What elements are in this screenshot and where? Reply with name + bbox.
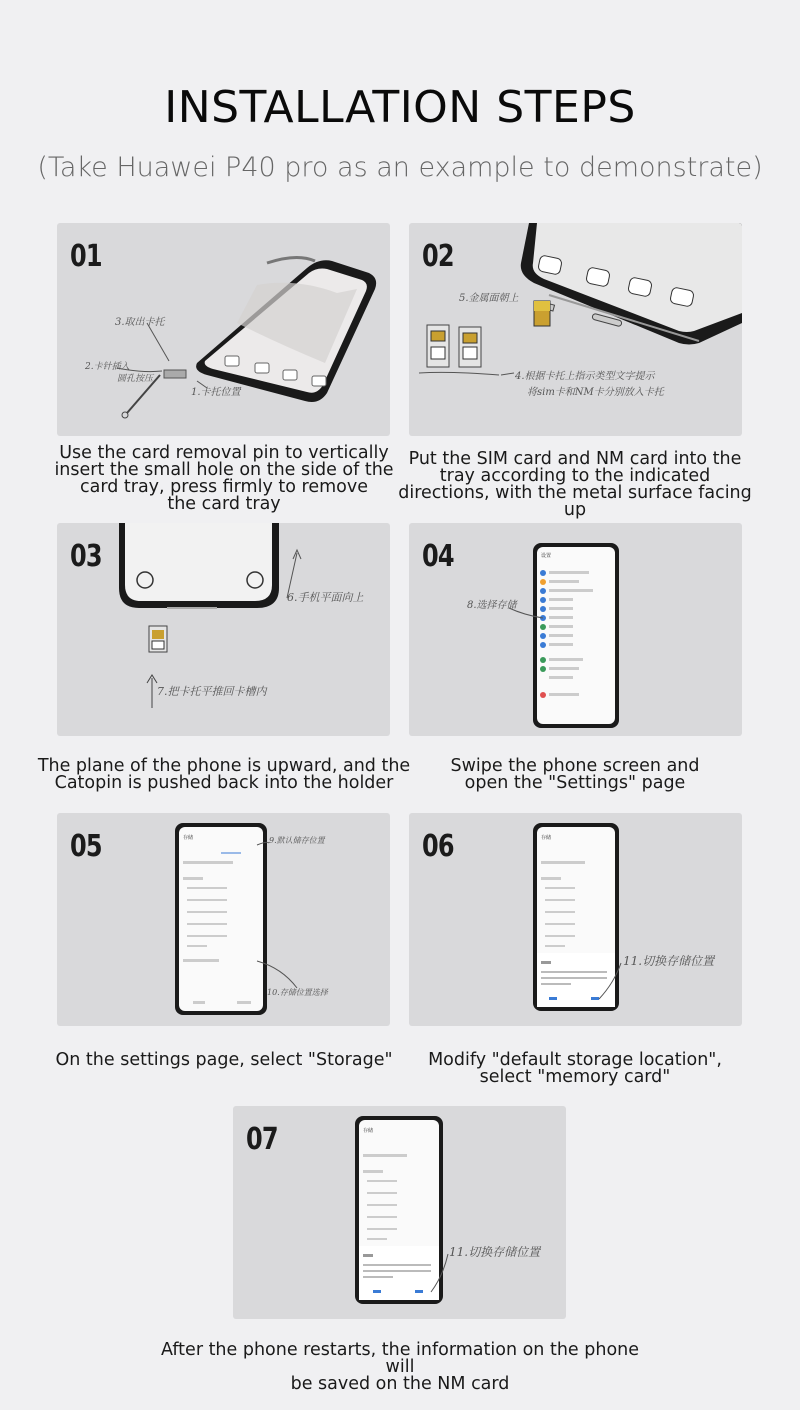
page-subtitle: (Take Huawei P40 pro as an example to demonstrate) xyxy=(37,152,763,183)
step-05-caption: On the settings page, select "Storage" xyxy=(55,1050,393,1070)
step-03-note-1: 6.手机平面向上 xyxy=(287,591,364,604)
page-title: INSTALLATION STEPS xyxy=(164,82,636,133)
step-06-number: 06 xyxy=(422,829,454,864)
step-05-panel xyxy=(57,813,390,1026)
step-07-number: 07 xyxy=(246,1122,278,1157)
step-01-number: 01 xyxy=(70,239,102,274)
step-04-panel xyxy=(409,523,742,736)
step-04-note-1: 8.选择存储 xyxy=(467,600,517,611)
step-02-number: 02 xyxy=(422,239,454,274)
step-06-note-1: 11.切换存储位置 xyxy=(623,954,715,968)
step-04-number: 04 xyxy=(422,539,454,574)
step-06-panel xyxy=(409,813,742,1026)
step-07-caption: After the phone restarts, the information on the phone will be saved on the NM card xyxy=(160,1340,640,1394)
step-03-illustration xyxy=(57,523,390,736)
step-03-note-2: 7.把卡托平推回卡槽内 xyxy=(157,685,267,698)
svg-text:存储: 存储 xyxy=(541,835,552,841)
step-07-note-1: 11.切换存储位置 xyxy=(449,1245,541,1259)
step-04-illustration xyxy=(409,523,742,736)
step-01-note-2: 2.卡针插入 xyxy=(85,362,130,372)
step-03-number: 03 xyxy=(70,539,102,574)
step-03-panel xyxy=(57,523,390,736)
step-07-panel xyxy=(233,1106,566,1319)
step-02-illustration xyxy=(409,223,742,436)
step-02-note-2: 4.根据卡托上指示类型文字提示 xyxy=(515,371,655,382)
step-01-note-1: 3.取出卡托 xyxy=(115,317,165,328)
step-01-note-4: 1.卡托位置 xyxy=(191,387,241,398)
step-01-note-3: 圆孔按压 xyxy=(117,374,154,384)
step-01-caption: Use the card removal pin to vertically insert the small hole on the side of the card tray, press firmly to remove the card tray xyxy=(54,443,394,514)
step-02-panel xyxy=(409,223,742,436)
svg-text:存储: 存储 xyxy=(363,1128,374,1134)
step-05-illustration xyxy=(57,813,390,1026)
step-06-caption: Modify "default storage location", select "memory card" xyxy=(428,1050,722,1087)
svg-text:设置: 设置 xyxy=(541,553,552,559)
step-02-note-1: 5.金属面朝上 xyxy=(459,293,519,304)
step-05-note-1: 9.默认储存位置 xyxy=(269,836,325,845)
step-04-caption: Swipe the phone screen and open the "Settings" page xyxy=(450,756,700,793)
step-05-number: 05 xyxy=(70,829,102,864)
step-02-caption: Put the SIM card and NM card into the tray according to the indicated directions, with the metal surface facing up xyxy=(398,449,752,520)
step-05-note-2: 10.存储位置选择 xyxy=(267,988,328,997)
step-02-note-3: 将sim卡和NM卡分别放入卡托 xyxy=(527,387,664,398)
step-01-panel xyxy=(57,223,390,436)
step-03-caption: The plane of the phone is upward, and the Catopin is pushed back into the holder xyxy=(37,756,411,793)
svg-text:存储: 存储 xyxy=(183,835,194,841)
step-01-illustration xyxy=(57,223,390,436)
step-07-illustration xyxy=(233,1106,566,1319)
step-06-illustration xyxy=(409,813,742,1026)
